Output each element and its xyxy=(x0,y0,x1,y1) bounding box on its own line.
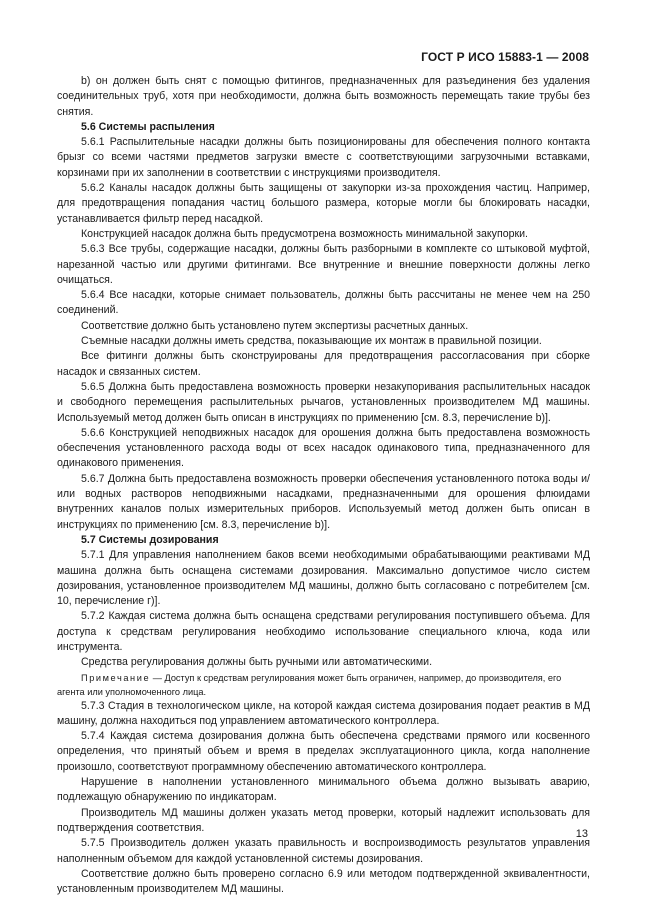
paragraph: Соответствие должно быть проверено согласно 6.9 или методом подтвержденной эквивалентности, установленным производителем МД машины. xyxy=(57,867,590,896)
section-heading: 5.7 Системы дозирования xyxy=(81,533,219,546)
paragraph: 5.6.2 Каналы насадок должны быть защищены от закупорки из-за прохождения частиц. Например, для предотвращения попадания частиц большого размера, которые могли бы блокировать насадки, устанавливается фильтр перед насадкой. xyxy=(57,182,590,225)
paragraph: 5.7.2 Каждая система должна быть оснащена средствами регулирования поступившего объема. Для доступа к средствам регулирования необходимо использование специального ключа, кода или инструмента. xyxy=(57,610,590,653)
paragraph: Все фитинги должны быть сконструированы для предотвращения рассогласования при сборке насадок и связанных систем. xyxy=(57,350,590,378)
note-text: — Доступ к средствам регулирования может быть ограничен, например, до производителя, его агента или уполномоченного лица. xyxy=(57,672,562,697)
paragraph: 5.7.4 Каждая система дозирования должна быть обеспечена средствами прямого или косвенного определения, что принятый объем и время в пределах эксплуатационного цикла, когда наполнение произошло, соответствуют программному обеспечению автоматического контроллера. xyxy=(57,730,590,773)
paragraph: Конструкцией насадок должна быть предусмотрена возможность минимальной закупорки. xyxy=(81,227,528,240)
paragraph: Нарушение в наполнении установленного минимального объема должно вызывать аварию, подлежащую обнаружению по индикаторам. xyxy=(57,776,590,804)
paragraph: 5.6.7 Должна быть предоставлена возможность проверки обеспечения установленного потока воды и/или водных растворов неподвижными насадками, предназначенными для орошения флюидами внутренних каналов полых измерительных приборов. Используемый метод должен быть описан в инструкциях по применению [см. 8.3, перечисление b)]. xyxy=(57,472,590,531)
paragraph: Средства регулирования должны быть ручными или автоматическими. xyxy=(81,656,433,669)
document-header: ГОСТ Р ИСО 15883-1 — 2008 xyxy=(421,50,589,64)
paragraph: 5.7.3 Стадия в технологическом цикле, на которой каждая система дозирования подает реактив в МД машину, должна находиться под управлением автоматического контроллера. xyxy=(57,699,590,727)
paragraph: 5.6.4 Все насадки, которые снимает пользователь, должны быть рассчитаны не менее чем на 250 соединений. xyxy=(57,289,590,317)
paragraph: Производитель МД машины должен указать метод проверки, который надлежит использовать для подтверждения соответствия. xyxy=(57,806,590,834)
note-label: Примечание xyxy=(81,672,151,683)
paragraph: Соответствие должно быть установлено путем экспертизы расчетных данных. xyxy=(81,319,469,332)
section-heading: 5.6 Системы распыления xyxy=(81,120,215,133)
page-number: 13 xyxy=(575,828,588,840)
paragraph: 5.6.3 Все трубы, содержащие насадки, должны быть разборными в комплекте со штыковой муфтой, нарезанной частью или другими фитингами. Все внутренние и внешние поверхности должны легко очищаться. xyxy=(57,243,590,286)
paragraph: b) он должен быть снят с помощью фитингов, предназначенных для разъединения без удаления соединительных труб, хотя при необходимости, должна быть возможность перемещать такие трубы без снятия. xyxy=(57,75,590,118)
paragraph: 5.6.6 Конструкцией неподвижных насадок для орошения должна быть предоставлена возможность обеспечения установленного расхода воды от всех насадок одинакового типа, предназначенного для одинакового применения. xyxy=(57,426,590,470)
paragraph: 5.7.5 Производитель должен указать правильность и воспроизводимость результатов управления наполненным объемом для каждой установленной системы дозирования. xyxy=(57,837,590,865)
document-body xyxy=(57,74,590,897)
paragraph: Съемные насадки должны иметь средства, показывающие их монтаж в правильной позиции. xyxy=(81,335,542,348)
paragraph: 5.6.1 Распылительные насадки должны быть позиционированы для обеспечения полного контакта брызг со всеми частями предметов загрузки вместе с соответствующими загрузочными вставками, корзинами при их заполнении в соответствии с инструкциями производителя. xyxy=(57,136,590,179)
note xyxy=(57,671,590,699)
paragraph: 5.7.1 Для управления наполнением баков всеми необходимыми обрабатывающими реактивами МД машина должна быть оснащена системами дозирования. Максимально допустимое число систем дозирования, установленное производителем МД машины, должно быть согласовано с потребителем [см. 10, перечисление г)]. xyxy=(57,549,590,608)
paragraph: 5.6.5 Должна быть предоставлена возможность проверки незакупоривания распылительных насадок и свободного перемещения распылительных рычагов, установленных производителем МД машины. Используемый метод должен быть описан в инструкциях по применению [см. 8.3, перечисление b)]. xyxy=(57,380,590,424)
